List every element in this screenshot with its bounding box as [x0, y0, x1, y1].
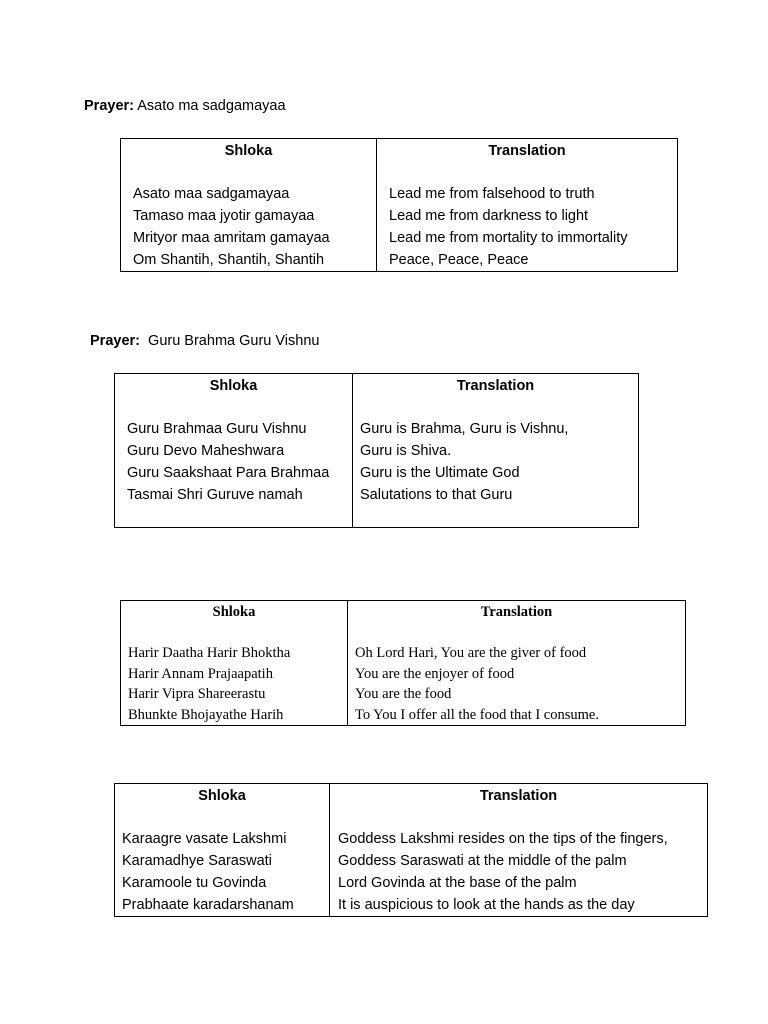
shloka-table-4	[114, 783, 708, 917]
translation-line: Lead me from falsehood to truth	[389, 186, 595, 202]
shloka-line: Tasmai Shri Guruve namah	[127, 487, 303, 503]
translation-line: Guru is the Ultimate God	[360, 465, 520, 481]
shloka-line: Guru Devo Maheshwara	[127, 443, 285, 459]
shloka-table-2	[114, 373, 639, 528]
translation-line: Guru is Shiva.	[360, 443, 452, 459]
prayer-title-1	[84, 97, 286, 115]
shloka-column	[121, 139, 377, 272]
shloka-line: Prabhaate karadarshanam	[122, 897, 294, 913]
translation-header: Translation	[488, 143, 566, 159]
translation-line: Peace, Peace, Peace	[389, 252, 529, 268]
translation-line: Lord Govinda at the base of the palm	[338, 875, 577, 891]
translation-header: Translation	[479, 788, 558, 804]
shloka-column	[115, 784, 330, 917]
translation-column	[348, 601, 686, 726]
shloka-header: Shloka	[209, 378, 258, 394]
prayer-label: Prayer:	[90, 333, 140, 349]
translation-header: Translation	[456, 378, 535, 394]
shloka-line: Harir Annam Prajaapatih	[128, 665, 273, 682]
prayer-name: Asato ma sadgamayaa	[137, 98, 286, 114]
shloka-line: Mrityor maa amritam gamayaa	[133, 230, 330, 246]
translation-line: It is auspicious to look at the hands as the day	[338, 897, 635, 913]
translation-line: You are the enjoyer of food	[355, 665, 515, 682]
shloka-line: Harir Vipra Shareerastu	[128, 686, 266, 702]
shloka-line: Karamadhye Saraswati	[122, 853, 272, 869]
shloka-line: Guru Brahmaa Guru Vishnu	[127, 421, 307, 437]
shloka-line: Harir Daatha Harir Bhoktha	[128, 645, 291, 661]
shloka-line: Tamaso maa jyotir gamayaa	[133, 208, 315, 224]
translation-line: Salutations to that Guru	[360, 487, 513, 503]
translation-column	[353, 374, 639, 528]
shloka-line: Om Shantih, Shantih, Shantih	[133, 252, 325, 268]
prayer-name: Guru Brahma Guru Vishnu	[148, 333, 320, 349]
shloka-line: Asato maa sadgamayaa	[133, 186, 290, 202]
shloka-table-1	[120, 138, 678, 272]
translation-header: Translation	[480, 604, 553, 620]
shloka-header: Shloka	[198, 788, 246, 804]
shloka-line: Karaagre vasate Lakshmi	[122, 831, 287, 847]
prayer-label: Prayer:	[84, 98, 134, 114]
translation-column	[377, 139, 678, 272]
translation-line: Guru is Brahma, Guru is Vishnu,	[360, 421, 569, 437]
translation-line: Goddess Lakshmi resides on the tips of the fingers,	[338, 831, 668, 847]
translation-line: Oh Lord Hari, You are the giver of food	[355, 645, 587, 661]
shloka-column	[115, 374, 353, 528]
shloka-header: Shloka	[212, 604, 256, 620]
shloka-header: Shloka	[224, 143, 273, 159]
shloka-column	[121, 601, 348, 726]
translation-line: Lead me from mortality to immortality	[389, 230, 628, 246]
translation-line: Goddess Saraswati at the middle of the palm	[338, 853, 627, 869]
prayer-title-2	[90, 332, 319, 350]
shloka-line: Bhunkte Bhojayathe Harih	[128, 706, 284, 723]
translation-line: To You I offer all the food that I consume.	[355, 706, 599, 723]
translation-line: You are the food	[355, 686, 452, 702]
shloka-table-3	[120, 600, 686, 726]
translation-line: Lead me from darkness to light	[389, 208, 589, 224]
shloka-line: Guru Saakshaat Para Brahmaa	[127, 465, 330, 481]
shloka-line: Karamoole tu Govinda	[122, 875, 267, 891]
translation-column	[330, 784, 708, 917]
